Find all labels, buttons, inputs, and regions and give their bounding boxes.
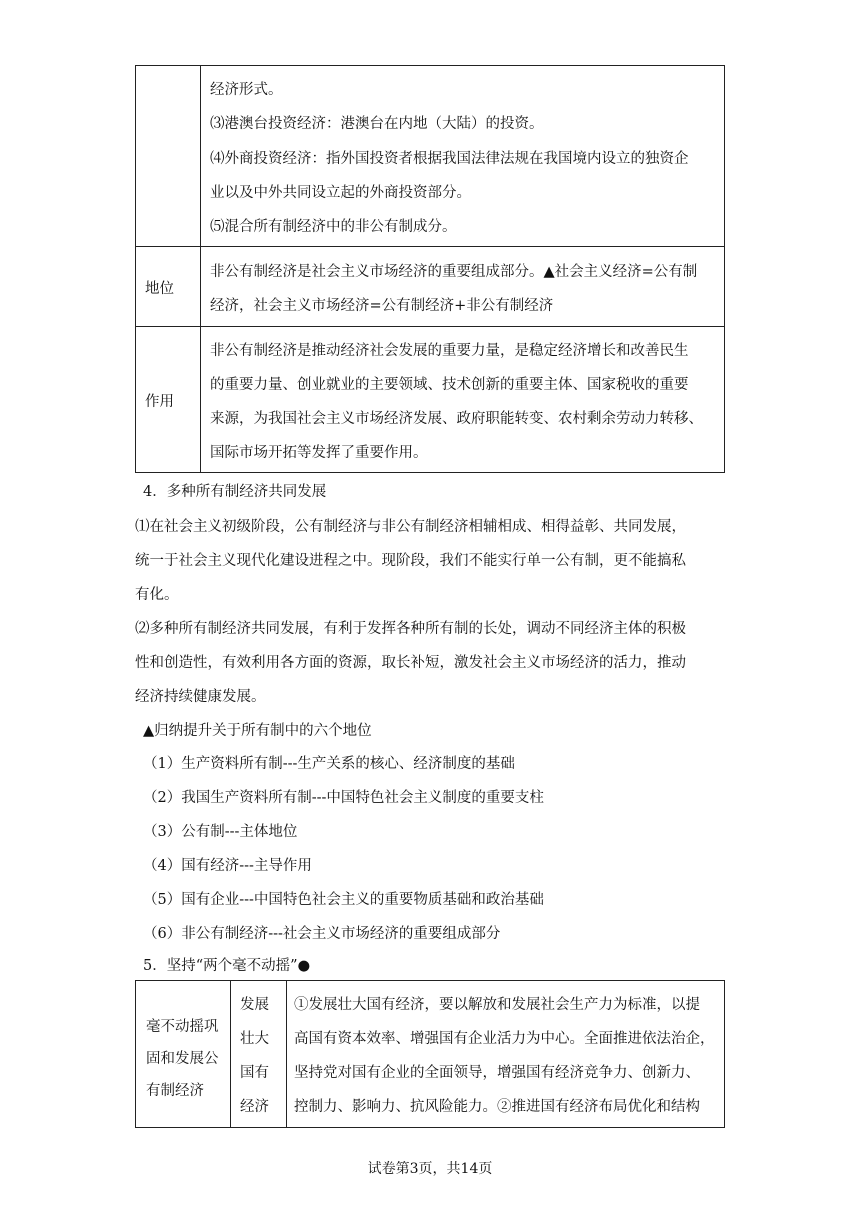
table-cell-text: 经济，社会主义市场经济=公有制经济+非公有制经济 xyxy=(210,298,554,314)
table-bottom-border xyxy=(135,1127,725,1128)
table-cell-text: 业以及中外共同设立起的外商投资部分。 xyxy=(210,185,471,201)
list-item: （3）公有制---主体地位 xyxy=(143,824,298,840)
table-cell-text: 来源，为我国社会主义市场经济发展、政府职能转变、农村剩余劳动力转移、 xyxy=(210,411,703,427)
table-cell-text: 有制经济 xyxy=(146,1083,204,1099)
list-item: （6）非公有制经济---社会主义市场经济的重要组成部分 xyxy=(143,926,501,942)
table-cell-text: 毫不动摇巩 xyxy=(146,1019,219,1035)
table-cell-text: 的重要力量、创业就业的主要领域、技术创新的重要主体、国家税收的重要 xyxy=(210,377,689,393)
table-column-divider xyxy=(230,981,231,1128)
paragraph-line: 有化。 xyxy=(135,587,179,603)
table-cell-text: ⑸混合所有制经济中的非公有制成分。 xyxy=(210,219,457,235)
paragraph-line: ⑴在社会主义初级阶段，公有制经济与非公有制经济相辅相成、相得益彰、共同发展， xyxy=(135,519,686,535)
table-cell-text: 固和发展公 xyxy=(146,1051,219,1067)
table-cell-text: 壮大 xyxy=(240,1031,269,1047)
table-cell-text: 国有 xyxy=(240,1065,269,1081)
table-column-divider xyxy=(200,66,201,472)
table-cell-text: 非公有制经济是社会主义市场经济的重要组成部分。▲社会主义经济=公有制 xyxy=(210,264,698,280)
table-column-divider xyxy=(286,981,287,1128)
summary-heading: ▲归纳提升关于所有制中的六个地位 xyxy=(143,723,372,739)
list-item: （1）生产资料所有制---生产关系的核心、经济制度的基础 xyxy=(143,756,515,772)
table-two-unwavering xyxy=(135,980,725,1128)
table-cell-text: 发展 xyxy=(240,997,269,1013)
table-cell-text: 高国有资本效率、增强国有企业活力为中心。全面推进依法治企， xyxy=(294,1031,715,1047)
table-row-divider xyxy=(136,246,724,247)
section-heading: 4．多种所有制经济共同发展 xyxy=(143,484,327,500)
paragraph-line: ⑵多种所有制经济共同发展，有利于发挥各种所有制的长处，调动不同经济主体的积极 xyxy=(135,621,686,637)
row-label-role: 作用 xyxy=(145,394,174,410)
paragraph-line: 统一于社会主义现代化建设进程之中。现阶段，我们不能实行单一公有制，更不能搞私 xyxy=(135,553,686,569)
table-cell-text: 国际市场开拓等发挥了重要作用。 xyxy=(210,445,428,461)
table-cell-text: ①发展壮大国有经济，要以解放和发展社会生产力为标准，以提 xyxy=(294,997,700,1013)
table-row-divider xyxy=(136,326,724,327)
table-cell-text: ⑶港澳台投资经济：港澳台在内地（大陆）的投资。 xyxy=(210,116,544,132)
table-cell-text: 控制力、影响力、抗风险能力。②推进国有经济布局优化和结构 xyxy=(294,1099,700,1115)
paragraph-line: 经济持续健康发展。 xyxy=(135,689,266,705)
table-cell-text: 经济 xyxy=(240,1099,269,1115)
list-item: （4）国有经济---主导作用 xyxy=(143,858,312,874)
page-footer: 试卷第3页，共14页 xyxy=(367,1161,493,1177)
list-item: （2）我国生产资料所有制---中国特色社会主义制度的重要支柱 xyxy=(143,790,544,806)
row-label-status: 地位 xyxy=(145,281,174,297)
table-cell-text: ⑷外商投资经济：指外国投资者根据我国法律法规在我国境内设立的独资企 xyxy=(210,151,689,167)
table-cell-text: 坚持党对国有企业的全面领导，增强国有经济竞争力、创新力、 xyxy=(294,1065,700,1081)
paragraph-line: 性和创造性，有效利用各方面的资源，取长补短，激发社会主义市场经济的活力，推动 xyxy=(135,655,686,671)
table-cell-text: 非公有制经济是推动经济社会发展的重要力量，是稳定经济增长和改善民生 xyxy=(210,343,689,359)
table-cell-text: 经济形式。 xyxy=(210,82,283,98)
table-ownership-nonpublic xyxy=(135,65,725,473)
section-heading: 5．坚持“两个毫不动摇”● xyxy=(143,958,311,974)
list-item: （5）国有企业---中国特色社会主义的重要物质基础和政治基础 xyxy=(143,892,544,908)
